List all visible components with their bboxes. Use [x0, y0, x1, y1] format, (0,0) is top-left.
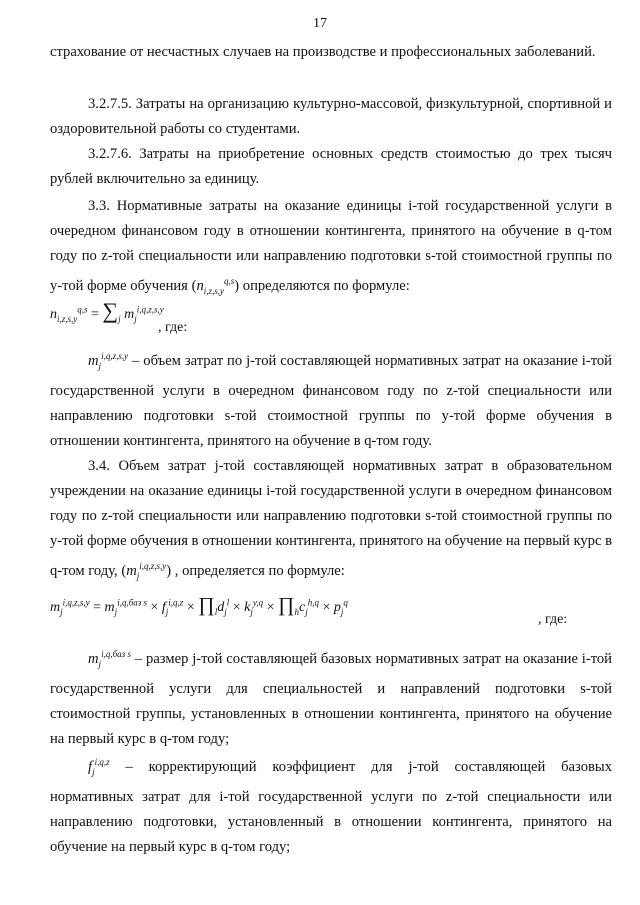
- paragraph-insurance: [50, 40, 612, 65]
- paragraph-m-definition: [50, 344, 612, 454]
- paragraph-text: 3.2.7.5. Затраты на организацию культурно-массовой, физкультурной, спортивной и оздоровительной работы со студентами.: [50, 96, 612, 137]
- paragraph-3-4: [50, 454, 612, 589]
- formula-1: $n_{i,z,s,y}^{q,s} = \sum_j$ $m_j^{i,q,z,s,y}$: [50, 298, 164, 324]
- paragraph-f-definition: [50, 750, 612, 860]
- inline-formula-n: $(n_{i,z,s,y}^{q,s})$: [191, 276, 240, 296]
- formula-2-where: , где:: [538, 612, 568, 627]
- paragraph-3-2-7-5: [50, 92, 612, 142]
- paragraph-text: страхование от несчастных случаев на производстве и профессиональных заболеваний.: [50, 44, 596, 60]
- paragraph-text: 3.3. Нормативные затраты на оказание единицы i-той государственной услуги в очередном финансовом году в отношении контингента, принятого на обучение в q-том году по z-той специальности или направлению подготовки s-той стоимостной группы по у-той форме обучения: [50, 198, 612, 294]
- formula-1-where: , где:: [158, 320, 188, 335]
- symbol-m: $m_j^{i,q,z,s,y}$: [88, 351, 129, 371]
- paragraph-text: – размер j-той составляющей базовых нормативных затрат на оказание i-той государственной услуги для специальностей и направлений подготовки s-той стоимостной группы, установленных в отношении контингента, принятого на обучение на первый курс в q-том году;: [50, 650, 612, 747]
- inline-formula-m: $(m_j^{i,q,z,s,y})$: [121, 561, 172, 581]
- paragraph-text: – корректирующий коэффициент для j-той составляющей базовых нормативных затрат для i-той государственной услуги по z-той специальности или направлению подготовки, установленный в отношении контингента, принятого на обучение на первый курс в q-том году;: [50, 758, 613, 855]
- paragraph-text: – объем затрат по j-той составляющей нормативных затрат на оказание i-той государственной услуги в очередном финансовом году по z-той специальности или направлению подготовки s-той стоимостной группы по y-той форме обучения в отношении контингента, принятого на обучение в q-том году.: [50, 352, 612, 449]
- formula-2: $m_j^{i,q,z,s,y} = m_j^{i,q,баз s} \times f_j^{i,q,z}$ × $\prod_ld_j^l \times k_j^{y,q}$ × $\prod_hc_j^{h,q} \times p_j^q$: [50, 594, 348, 617]
- paragraph-text: 3.4. Объем затрат j-той составляющей нормативных затрат в образовательном учреждении на оказание единицы i-той государственной услуги в очередном финансовом году по z-той специальности или направлению подготовки s-той стоимостной группы по y-той форме обучения в отношении контингента, принятого на обучение на первый курс в q-том году,: [50, 458, 612, 579]
- paragraph-m-base-definition: [50, 642, 612, 752]
- symbol-m-base: $m_j^{i,q,баз s}$: [88, 649, 132, 669]
- paragraph-text-end: определяются по формуле:: [242, 277, 410, 294]
- symbol-f: $f_j^{i,q,z}$: [88, 757, 110, 777]
- paragraph-3-3: [50, 194, 612, 304]
- paragraph-text: 3.2.7.6. Затраты на приобретение основных средств стоимостью до трех тысяч рублей включительно за единицу.: [50, 146, 612, 187]
- page-number: 17: [313, 16, 327, 31]
- paragraph-3-2-7-6: [50, 142, 612, 192]
- paragraph-text-end: , определяется по формуле:: [174, 562, 345, 579]
